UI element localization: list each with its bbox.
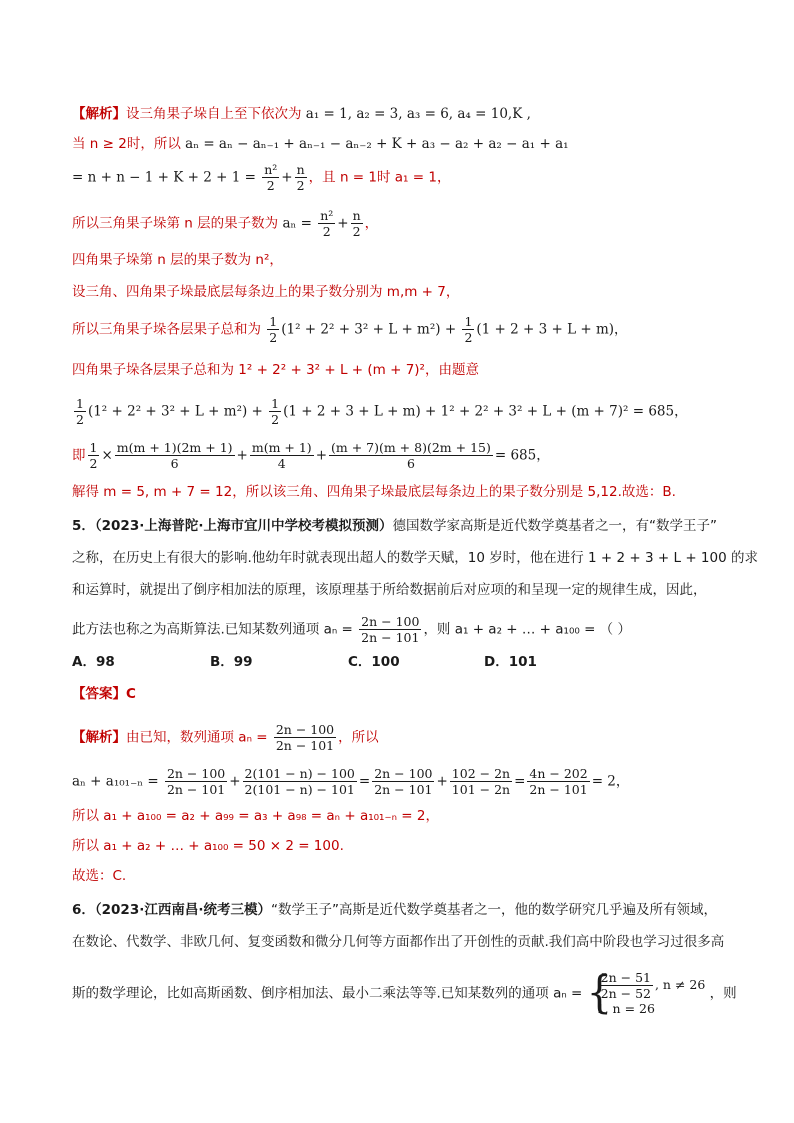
question-6-line-2: 在数论、代数学、非欧几何、复变函数和微分几何等方面都作出了开创性的贡献.我们高中阶段也学习过很多高 [72, 934, 725, 950]
fraction: $\frac{2n - 100}{2n - 101}$ [166, 766, 226, 797]
q5-solution-line-4: 所以 a₁ + a₂ + … + a₁₀₀ = 50 × 2 = 100. [72, 838, 344, 854]
solution-line-6: 设三角、四角果子垛最底层每条边上的果子数分别为 m,m + 7， [72, 284, 460, 300]
answer-tag: 【答案】 [72, 686, 126, 702]
fraction: $\frac{2n - 51}{2n - 52}$ [600, 970, 651, 1001]
text: 斯的数学理论，比如高斯函数、倒序相加法、最小二乘法等等.已知某数列的通项 aₙ = [72, 985, 583, 1002]
question-5-line-4: 此方法也称之为高斯算法.已知某数列通项 aₙ = $\frac{2n - 100}{2n - 101}$ ，则 a₁ + a₂ + … + a₁₀₀ = （ ） [72, 614, 631, 645]
fraction: $\frac{1}{2}$ [464, 314, 473, 345]
text: 设三角果子垛自上至下依次为 [126, 106, 302, 122]
q5-solution-line-2: aₙ + a₁₀₁₋ₙ = $\frac{2n - 100}{2n - 101}$ + $\frac{2(101 - n) - 100}{2(101 - n) - 101}$ = $\frac{2n - 100}{2n - 101}$ + $\frac{102 - 2n}{101 - 2n}$ = $\frac{4n - 202}{2n - 101}$ = 2， [72, 766, 630, 797]
q5-solution-line-5: 故选：C. [72, 868, 127, 884]
answer-value: C [126, 686, 136, 702]
analysis-tag: 【解析】 [72, 106, 126, 122]
solution-line-11: 解得 m = 5, m + 7 = 12，所以该三角、四角果子垛最底层每条边上的果子数分别是 5,12.故选：B. [72, 484, 676, 500]
question-5-line-3: 和运算时，就提出了倒序相加法的原理，该原理基于所给数据前后对应项的和呈现一定的规律生成，因此， [72, 582, 707, 598]
text: ，且 n = 1时 a₁ = 1， [308, 169, 451, 186]
answer-line [72, 684, 136, 704]
text: 此方法也称之为高斯算法.已知某数列通项 aₙ = [72, 621, 353, 638]
question-5-line-2: 之称，在历史上有很大的影响.他幼年时就表现出超人的数学天赋，10 岁时，他在进行 1 + 2 + 3 + L + 100 的求 [72, 550, 758, 566]
fraction: $\frac{2(101 - n) - 100}{2(101 - n) - 101}$ [244, 766, 355, 797]
text: 德国数学家高斯是近代数学奠基者之一，有“数学王子” [392, 518, 717, 534]
question-6-head: 6．（2023·江西南昌·统考三模） [72, 902, 271, 918]
fraction: $\frac{\text{n²}}{2}$ [264, 162, 278, 193]
piecewise-definition: { $\frac{2n - 51}{2n - 52}$ , n ≠ 26 1, n = 26 [586, 967, 706, 1019]
choice-d[interactable]: D．101 [484, 654, 537, 670]
q5-solution-line-1: 【解析】由已知，数列通项 aₙ = $\frac{2n - 100}{2n - 101}$ ，所以 [72, 722, 379, 753]
choice-c[interactable]: C．100 [348, 654, 400, 670]
question-5-head: 5．（2023·上海普陀·上海市宜川中学校考模拟预测） [72, 518, 393, 534]
solution-line-4: 所以三角果子垛第 n 层的果子数为 aₙ = $\frac{\text{n²}}{2}$ + $\frac{n}{2}$ ， [72, 208, 379, 239]
solution-line-1 [72, 104, 531, 124]
fraction: $\frac{m(m + 1)}{4}$ [251, 440, 312, 471]
question-5-choices [72, 652, 722, 672]
text: 所以三角果子垛第 n 层的果子数为 [72, 215, 279, 232]
text: “数学王子”高斯是近代数学奠基者之一，他的数学研究几乎遍及所有领域， [270, 902, 717, 918]
fraction: $\frac{102 - 2n}{101 - 2n}$ [451, 766, 511, 797]
question-5-line-1 [72, 516, 717, 536]
fraction: $\frac{(m + 7)(m + 8)(2m + 15)}{6}$ [331, 440, 491, 471]
solution-line-8: 四角果子垛各层果子总和为 1² + 2² + 3² + L + (m + 7)²，由题意 [72, 362, 479, 378]
choice-a[interactable]: A．98 [72, 654, 115, 670]
fraction: $\frac{1}{2}$ [76, 396, 84, 427]
solution-line-10: 即 $\frac{1}{2}$ × $\frac{m(m + 1)(2m + 1)}{6}$ + $\frac{m(m + 1)}{4}$ + $\frac{(m + 7)(m + 8)(2m + 15)}{6}$ = 685， [72, 440, 550, 471]
math: aₙ = aₙ − aₙ₋₁ + aₙ₋₁ − aₙ₋₂ + K + a₃ − a₂ + a₂ − a₁ + a₁ [185, 136, 569, 152]
question-6-line-1 [72, 900, 717, 920]
solution-line-3: = n + n − 1 + K + 2 + 1 = $\frac{\text{n²}}{2}$ + $\frac{n}{2}$ ，且 n = 1时 a₁ = 1， [72, 162, 451, 193]
analysis-tag: 【解析】 [72, 729, 126, 746]
fraction: $\frac{m(m + 1)(2m + 1)}{6}$ [116, 440, 233, 471]
solution-line-7: 所以三角果子垛各层果子总和为 $\frac{1}{2}$ (1² + 2² + 3² + L + m²) + $\frac{1}{2}$ (1 + 2 + 3 + L + m)， [72, 314, 628, 345]
q5-solution-line-3: 所以 a₁ + a₁₀₀ = a₂ + a₉₉ = a₃ + a₉₈ = aₙ + a₁₀₁₋ₙ = 2， [72, 808, 439, 824]
fraction: $\frac{2n - 100}{2n - 101}$ [374, 766, 433, 797]
solution-line-9: $\frac{1}{2}$ (1² + 2² + 3² + L + m²) + $\frac{1}{2}$ (1 + 2 + 3 + L + m) + 1² + 2² + 3² + L + (m + 7)² = 685， [76, 396, 688, 427]
fraction: $\frac{4n - 202}{2n - 101}$ [529, 766, 588, 797]
math: a₁ = 1, a₂ = 3, a₃ = 6, a₄ = 10,K , [305, 106, 531, 122]
solution-line-5: 四角果子垛第 n 层的果子数为 n²， [72, 252, 283, 268]
text: 所以三角果子垛各层果子总和为 [72, 321, 261, 338]
text: 由已知，数列通项 aₙ = [126, 729, 268, 746]
solution-line-2 [72, 134, 569, 154]
fraction: $\frac{1}{2}$ [89, 440, 98, 471]
fraction: $\frac{1}{2}$ [271, 396, 280, 427]
fraction: $\frac{n}{2}$ [352, 208, 361, 239]
fraction: $\frac{2n - 100}{2n - 101}$ [361, 614, 420, 645]
fraction: $\frac{2n - 100}{2n - 101}$ [275, 722, 335, 753]
text: 当 n ≥ 2时，所以 [72, 136, 181, 152]
text: 即 [72, 447, 86, 464]
fraction: $\frac{n}{2}$ [296, 162, 305, 193]
question-6-line-3: 斯的数学理论，比如高斯函数、倒序相加法、最小二乘法等等.已知某数列的通项 aₙ = { $\frac{2n - 51}{2n - 52}$ , n ≠ 26 1, n = 26 ，则 [72, 967, 737, 1019]
choice-b[interactable]: B．99 [210, 654, 253, 670]
fraction: $\frac{1}{2}$ [269, 314, 278, 345]
fraction: $\frac{\text{n²}}{2}$ [320, 208, 334, 239]
math: = n + n − 1 + K + 2 + 1 = [72, 169, 256, 186]
